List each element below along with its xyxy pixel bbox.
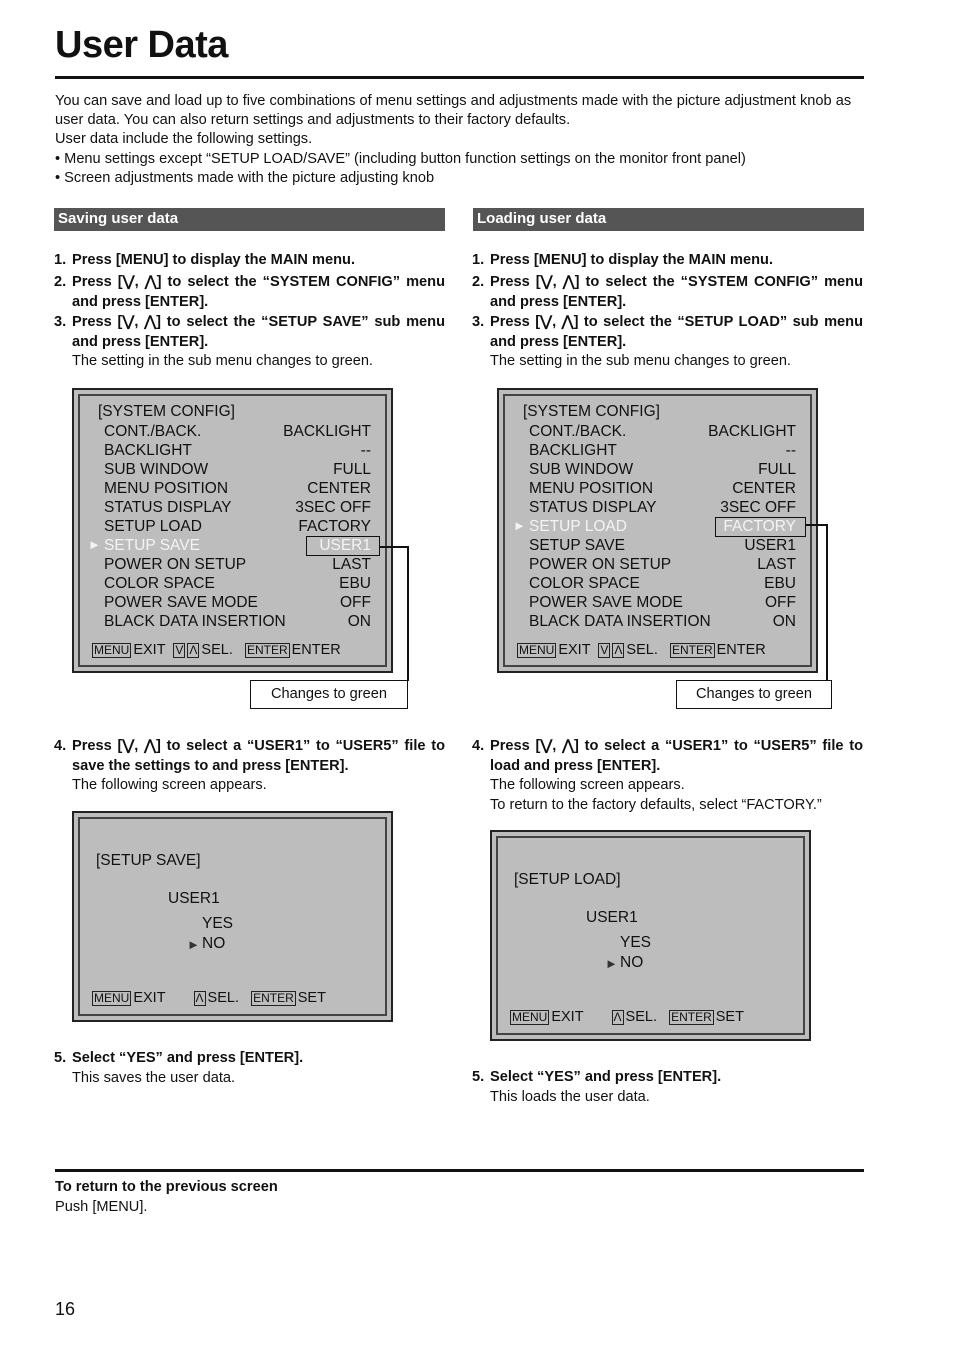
- menu-item-value: OFF: [340, 594, 371, 611]
- menu-item-label: COLOR SPACE: [529, 575, 640, 592]
- menu-guide-bar: [517, 642, 766, 658]
- step-number: 5.: [54, 1050, 67, 1066]
- load-system-config-screen: [497, 388, 818, 673]
- menu-item-label: CONT./BACK.: [529, 423, 627, 440]
- menu-item-value: FULL: [333, 461, 371, 478]
- intro-text: [55, 92, 870, 188]
- menu-item-label: SUB WINDOW: [529, 461, 634, 478]
- menu-item-label: MENU POSITION: [104, 480, 229, 497]
- menu-item-label-selected: SETUP SAVE: [104, 537, 200, 554]
- save-callout: Changes to green: [250, 680, 408, 709]
- load-step-3: [472, 313, 863, 372]
- cursor-icon: ►: [88, 537, 101, 552]
- guide-set: SET: [715, 1009, 744, 1025]
- confirm-title: [SETUP LOAD]: [514, 871, 621, 888]
- step-note: The setting in the sub menu changes to green.: [490, 353, 791, 370]
- page-number: 16: [55, 1299, 76, 1319]
- menu-item-label: CONT./BACK.: [104, 423, 202, 440]
- footer-text: Push [MENU].: [55, 1199, 148, 1215]
- loading-section-heading: Loading user data: [473, 208, 864, 231]
- menu-item-value: OFF: [765, 594, 796, 611]
- step-note: This saves the user data.: [72, 1069, 236, 1086]
- step-instruction: Press [⋁, ⋀] to select a “USER1” to “USER5” file to save the settings to and press [ENTER].: [72, 738, 445, 774]
- step-instruction: Select “YES” and press [ENTER].: [490, 1069, 722, 1085]
- intro-paragraph: User data include the following settings.: [55, 131, 313, 148]
- guide-set: SET: [297, 990, 326, 1006]
- menu-item-value: EBU: [339, 575, 371, 592]
- confirm-guide-bar: [92, 990, 326, 1006]
- save-step-1: [54, 251, 445, 271]
- step-instruction: Press [⋁, ⋀] to select the “SETUP SAVE” sub menu and press [ENTER].: [72, 314, 445, 350]
- menu-item-value: LAST: [757, 556, 796, 573]
- menu-item-value: ON: [772, 613, 796, 630]
- load-step-4: [472, 737, 863, 815]
- menu-item-label: POWER ON SETUP: [104, 556, 247, 573]
- step-instruction: Press [⋁, ⋀] to select the “SETUP LOAD” sub menu and press [ENTER].: [490, 314, 863, 350]
- confirm-user: USER1: [586, 909, 638, 926]
- load-step-5: [472, 1068, 863, 1107]
- menu-item-label: BLACK DATA INSERTION: [529, 613, 711, 630]
- step-number: 3.: [54, 314, 67, 330]
- load-step-2: [472, 273, 863, 312]
- intro-bullet: • Menu settings except “SETUP LOAD/SAVE” (including button function settings on the monitor front panel): [55, 150, 746, 167]
- callout-line: [407, 546, 409, 681]
- footer-rule: [55, 1169, 864, 1172]
- saving-section-heading: Saving user data: [54, 208, 445, 231]
- menu-item-value: FULL: [758, 461, 796, 478]
- guide-sel: SEL.: [201, 642, 233, 658]
- callout-line: [826, 524, 828, 681]
- menu-item-value: --: [360, 442, 371, 459]
- menu-item-label: MENU POSITION: [529, 480, 654, 497]
- enter-key-icon: ENTER: [671, 1010, 712, 1024]
- guide-sel: SEL.: [626, 642, 658, 658]
- guide-sel: SEL.: [207, 990, 239, 1006]
- cursor-icon: ►: [513, 518, 526, 533]
- menu-key-icon: MENU: [512, 1010, 548, 1024]
- step-number: 4.: [472, 738, 485, 754]
- setup-save-screen: [72, 811, 393, 1022]
- step-note: The setting in the sub menu changes to green.: [72, 353, 373, 370]
- confirm-guide-bar: [510, 1009, 744, 1025]
- guide-exit: EXIT: [558, 642, 591, 658]
- guide-sel: SEL.: [625, 1009, 657, 1025]
- confirm-user: USER1: [168, 890, 220, 907]
- step-instruction: Press [MENU] to display the MAIN menu.: [490, 252, 773, 268]
- step-instruction: Press [⋁, ⋀] to select the “SYSTEM CONFIG” menu and press [ENTER].: [72, 274, 445, 310]
- menu-item-label: STATUS DISPLAY: [104, 499, 232, 516]
- save-step-5: [54, 1049, 445, 1088]
- menu-item-value: CENTER: [307, 480, 371, 497]
- setup-load-screen: [490, 830, 811, 1041]
- menu-item-value: 3SEC OFF: [295, 499, 371, 516]
- step-number: 3.: [472, 314, 485, 330]
- save-system-config-screen: [72, 388, 393, 673]
- enter-key-icon: ENTER: [246, 643, 288, 657]
- down-key-icon: V: [600, 643, 609, 657]
- menu-item-label-selected: SETUP LOAD: [529, 518, 627, 535]
- step-number: 1.: [472, 252, 485, 268]
- confirm-title: [SETUP SAVE]: [96, 852, 201, 869]
- menu-item-label: BACKLIGHT: [104, 442, 192, 459]
- load-step-1: [472, 251, 863, 271]
- step-instruction: Select “YES” and press [ENTER].: [72, 1050, 304, 1066]
- guide-exit: EXIT: [133, 990, 166, 1006]
- menu-guide-bar: [92, 642, 341, 658]
- step-note: The following screen appears.: [490, 777, 685, 794]
- enter-key-icon: ENTER: [671, 643, 713, 657]
- menu-item-value: ON: [347, 613, 371, 630]
- guide-exit: EXIT: [551, 1009, 584, 1025]
- intro-bullet: • Screen adjustments made with the picture adjusting knob: [55, 169, 435, 186]
- menu-item-label: BACKLIGHT: [529, 442, 617, 459]
- step-number: 2.: [54, 274, 67, 290]
- guide-exit: EXIT: [133, 642, 166, 658]
- footer-heading: To return to the previous screen: [55, 1179, 278, 1195]
- cursor-icon: ►: [605, 956, 618, 971]
- menu-item-value: LAST: [332, 556, 371, 573]
- menu-item-value-selected: USER1: [319, 537, 371, 554]
- step-instruction: Press [⋁, ⋀] to select a “USER1” to “USER5” file to load and press [ENTER].: [490, 738, 863, 774]
- menu-item-label: SUB WINDOW: [104, 461, 209, 478]
- save-step-4: [54, 737, 445, 796]
- guide-enter: ENTER: [291, 642, 341, 658]
- menu-item-value: EBU: [764, 575, 796, 592]
- menu-item-value: --: [785, 442, 796, 459]
- page-title: User Data: [55, 24, 228, 66]
- up-key-icon: Λ: [189, 643, 198, 657]
- confirm-yes: YES: [620, 934, 652, 951]
- step-instruction: Press [⋁, ⋀] to select the “SYSTEM CONFIG” menu and press [ENTER].: [490, 274, 863, 310]
- menu-item-label: BLACK DATA INSERTION: [104, 613, 286, 630]
- menu-title: [SYSTEM CONFIG]: [98, 403, 235, 420]
- step-note: This loads the user data.: [490, 1088, 650, 1105]
- guide-enter: ENTER: [716, 642, 766, 658]
- cursor-icon: ►: [187, 937, 200, 952]
- step-number: 1.: [54, 252, 67, 268]
- menu-item-label: STATUS DISPLAY: [529, 499, 657, 516]
- menu-item-label: SETUP SAVE: [529, 537, 625, 554]
- confirm-yes: YES: [202, 915, 234, 932]
- menu-item-value: USER1: [744, 537, 796, 554]
- menu-item-label: POWER SAVE MODE: [529, 594, 683, 611]
- step-number: 2.: [472, 274, 485, 290]
- menu-item-value: CENTER: [732, 480, 796, 497]
- save-step-3: [54, 313, 445, 372]
- callout-line: [380, 546, 408, 548]
- enter-key-icon: ENTER: [253, 991, 294, 1005]
- down-key-icon: V: [175, 643, 184, 657]
- confirm-no: NO: [620, 954, 644, 971]
- menu-key-icon: MENU: [94, 643, 130, 657]
- intro-paragraph: You can save and load up to five combinations of menu settings and adjustments made with the picture adjustment knob as user data. You can also return settings and adjustments to their factory defaults.: [55, 93, 852, 129]
- confirm-no: NO: [202, 935, 226, 952]
- menu-item-value: BACKLIGHT: [283, 423, 371, 440]
- menu-key-icon: MENU: [519, 643, 555, 657]
- callout-line: [805, 524, 827, 526]
- up-key-icon: Λ: [613, 1010, 622, 1024]
- up-key-icon: Λ: [614, 643, 623, 657]
- up-key-icon: Λ: [195, 991, 204, 1005]
- step-number: 5.: [472, 1069, 485, 1085]
- step-note: To return to the factory defaults, select “FACTORY.”: [490, 796, 822, 813]
- menu-item-value-selected: FACTORY: [723, 518, 796, 535]
- menu-item-label: POWER SAVE MODE: [104, 594, 258, 611]
- menu-key-icon: MENU: [94, 991, 130, 1005]
- save-step-2: [54, 273, 445, 312]
- menu-item-label: COLOR SPACE: [104, 575, 215, 592]
- load-callout: Changes to green: [676, 680, 832, 709]
- step-number: 4.: [54, 738, 67, 754]
- menu-item-value: BACKLIGHT: [708, 423, 796, 440]
- menu-item-value: FACTORY: [298, 518, 371, 535]
- menu-item-value: 3SEC OFF: [720, 499, 796, 516]
- title-rule: [55, 76, 864, 79]
- step-note: The following screen appears.: [72, 777, 267, 794]
- menu-item-label: SETUP LOAD: [104, 518, 202, 535]
- step-instruction: Press [MENU] to display the MAIN menu.: [72, 252, 355, 268]
- menu-item-label: POWER ON SETUP: [529, 556, 672, 573]
- menu-title: [SYSTEM CONFIG]: [523, 403, 660, 420]
